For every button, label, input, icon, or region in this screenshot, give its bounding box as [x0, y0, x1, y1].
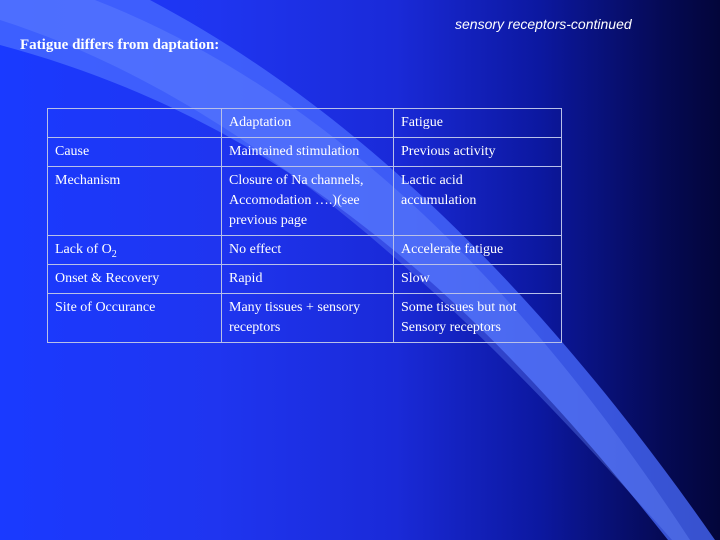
cell-adaptation — [222, 167, 394, 236]
cell-line: Some tissues but not — [401, 300, 517, 315]
cell-adaptation — [222, 294, 394, 343]
cell-line: Many tissues + sensory — [229, 300, 361, 315]
cell-line: receptors — [229, 320, 281, 335]
table-row — [48, 236, 562, 265]
row-label-mechanism: Mechanism — [48, 167, 222, 236]
row-label-cause: Cause — [48, 138, 222, 167]
cell-fatigue — [394, 294, 562, 343]
cell-adaptation: Rapid — [222, 265, 394, 294]
header-cell-empty — [48, 109, 222, 138]
header-cell-fatigue: Fatigue — [394, 109, 562, 138]
row-label-site: Site of Occurance — [48, 294, 222, 343]
cell-fatigue: Accelerate fatigue — [394, 236, 562, 265]
cell-line: Accomodation ….)(see — [229, 193, 360, 208]
comparison-table — [47, 108, 562, 343]
cell-line: Sensory receptors — [401, 320, 501, 335]
cell-line: previous page — [229, 213, 308, 228]
cell-line: accumulation — [401, 193, 477, 208]
table-header-row — [48, 109, 562, 138]
header-cell-adaptation: Adaptation — [222, 109, 394, 138]
table-row — [48, 294, 562, 343]
table-row — [48, 265, 562, 294]
cell-fatigue: Previous activity — [394, 138, 562, 167]
row-label-lack-of-o2 — [48, 236, 222, 265]
row-label-onset-recovery: Onset & Recovery — [48, 265, 222, 294]
cell-adaptation: Maintained stimulation — [222, 138, 394, 167]
row-label-text: Lack of O — [55, 242, 112, 257]
cell-fatigue: Slow — [394, 265, 562, 294]
table-row — [48, 167, 562, 236]
cell-line: Closure of Na channels, — [229, 173, 364, 188]
cell-line: Lactic acid — [401, 173, 463, 188]
cell-adaptation: No effect — [222, 236, 394, 265]
cell-fatigue — [394, 167, 562, 236]
slide-title: Fatigue differs from daptation: — [20, 37, 220, 53]
subscript-2: 2 — [111, 248, 117, 260]
slide-header: sensory receptors-continued — [455, 16, 632, 32]
table-row — [48, 138, 562, 167]
